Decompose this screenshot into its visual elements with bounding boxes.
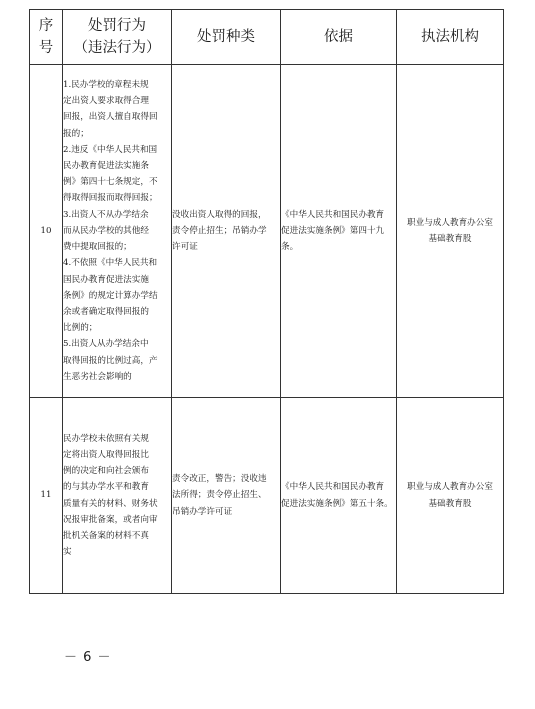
cell-text-line: 批机关备案的材料不真 <box>63 530 149 541</box>
cell-text-line: 许可证 <box>172 242 198 253</box>
cell-text-line: 定出资人要求取得合理 <box>63 96 149 107</box>
table-header-row <box>30 10 504 65</box>
cell-text-line: 吊销办学许可证 <box>172 506 233 517</box>
cell-text-line: 职业与成人教育办公室 <box>407 217 493 228</box>
cell-text-line: 例》第四十七条规定，不 <box>63 177 158 188</box>
act-cell <box>63 65 172 398</box>
page-number: － 6 － <box>64 650 112 665</box>
cell-text-line: 2.违反《中华人民共和国 <box>63 144 158 155</box>
cell-text-line: 4.不依照《中华人民共和 <box>63 258 158 269</box>
cell-text-line: 责令停止招生；吊销办学 <box>172 225 267 236</box>
cell-text-line: 法所得；责令停止招生、 <box>172 490 267 501</box>
header-type: 处罚种类 <box>172 10 281 65</box>
header-seq <box>30 10 63 65</box>
cell-text-line: 例的决定和向社会颁布 <box>63 466 149 477</box>
header-basis: 依据 <box>281 10 397 65</box>
cell-text-line: 责令改正，警告；没收违 <box>172 474 267 485</box>
type-cell <box>172 65 281 398</box>
basis-cell <box>281 398 397 594</box>
cell-text-line: 定将出资人取得回报比 <box>63 449 149 460</box>
cell-text-line: 国民办教育促进法实施 <box>63 274 149 285</box>
cell-text-line: 1.民办学校的章程未规 <box>63 80 149 91</box>
cell-text-line: 职业与成人教育办公室 <box>407 482 493 493</box>
cell-text-line: 而从民办学校的其他经 <box>63 225 149 236</box>
header-act-line: 处罚行为 <box>88 18 146 34</box>
type-cell <box>172 398 281 594</box>
cell-text-line: 报的； <box>63 128 89 139</box>
cell-text-line: 促进法实施条例》第五十条。 <box>281 498 393 509</box>
agency-cell <box>397 65 504 398</box>
cell-text-line: 促进法实施条例》第四十九 <box>281 225 385 236</box>
header-agency: 执法机构 <box>397 10 504 65</box>
cell-text-line: 条。 <box>281 242 299 253</box>
cell-text-line: 《中华人民共和国民办教育 <box>281 482 385 493</box>
cell-text-line: 取得回报的比例过高，产 <box>63 355 158 366</box>
cell-text-line: 5.出资人从办学结余中 <box>63 339 149 350</box>
header-seq-line: 序 <box>38 18 54 34</box>
cell-text-line: 比例的； <box>63 323 98 334</box>
table-row <box>30 65 504 398</box>
act-cell <box>63 398 172 594</box>
cell-text-line: 余或者确定取得回报的 <box>63 306 149 317</box>
cell-text-line: 《中华人民共和国民办教育 <box>281 209 385 220</box>
cell-text-line: 得取得回报而取得回报； <box>63 193 158 204</box>
cell-text-line: 民办学校未依照有关规 <box>63 433 149 444</box>
cell-text-line: 基础教育股 <box>428 234 472 244</box>
penalty-table <box>29 9 504 594</box>
cell-text-line: 费中提取回报的； <box>63 242 132 253</box>
cell-text-line: 实 <box>63 547 72 558</box>
table-row <box>30 398 504 594</box>
cell-text-line: 况报审批备案，或者向审 <box>63 514 158 525</box>
cell-text-line: 3.出资人不从办学结余 <box>63 209 149 220</box>
cell-text-line: 的与其办学水平和教育 <box>63 482 149 493</box>
agency-cell <box>397 398 504 594</box>
header-seq-line: 号 <box>38 40 54 56</box>
cell-text-line: 条例》的规定计算办学结 <box>63 290 158 301</box>
header-act-line: （违法行为） <box>73 40 161 56</box>
basis-cell <box>281 65 397 398</box>
row-number: 11 <box>30 398 63 594</box>
cell-text-line: 基础教育股 <box>428 498 472 509</box>
cell-text-line: 质量有关的材料、财务状 <box>63 498 158 509</box>
cell-text-line: 生恶劣社会影响的 <box>63 371 132 382</box>
header-act <box>63 10 172 65</box>
cell-text-line: 民办教育促进法实施条 <box>63 161 149 172</box>
cell-text-line: 回报，出资人擅自取得回 <box>63 112 158 123</box>
row-number: 10 <box>30 65 63 398</box>
cell-text-line: 没收出资人取得的回报， <box>172 209 267 220</box>
